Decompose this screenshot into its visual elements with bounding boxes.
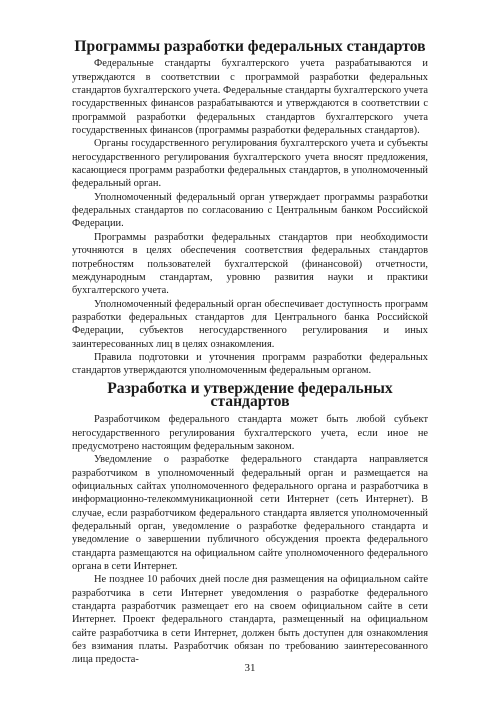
document-page bbox=[72, 40, 428, 667]
paragraph: Программы разработки федеральных стандартов при необходимости уточняются в целях обеспечения соответствия федеральных стандартов потребностям пользователей бухгалтерской (финансовой) отчетности, международным стандартам, уровню развития науки и практики бухгалтерского учета. bbox=[72, 231, 428, 297]
page-number: 31 bbox=[244, 662, 256, 674]
paragraph: Уполномоченный федеральный орган обеспечивает доступность программ разработки федеральных стандартов для Центрального банка Российской Федерации, субъектов негосударственного регулирования и иных заинтересованных лиц в целях ознакомления. bbox=[72, 298, 428, 350]
paragraph: Федеральные стандарты бухгалтерского учета разрабатываются и утверждаются в соответствии с программой разработки федеральных стандартов бухгалтерского учета. Федеральные стандарты бухгалтерского учета государственных финансов разрабатываются и утверждаются в соответствии с программой разработки федеральных стандартов бухгалтерского учета государственных финансов (программы разработки федеральных стандартов). bbox=[72, 58, 428, 137]
paragraph: Правила подготовки и уточнения программ разработки федеральных стандартов утверждаются уполномоченным федеральным органом. bbox=[72, 351, 428, 377]
paragraph: Органы государственного регулирования бухгалтерского учета и субъекты негосударственного регулирования бухгалтерского учета вносят предложения, касающиеся программ разработки федеральных стандартов, в уполномоченный федеральный орган. bbox=[72, 138, 428, 190]
section-heading-programs: Программы разработки федеральных стандартов bbox=[74, 38, 426, 55]
paragraph: Не позднее 10 рабочих дней после дня размещения на официальном сайте разработчика в сети Интернет уведомления о разработке федерального стандарта разработчик размещает его на своем официальном сайте в сети Интернет. Проект федерального стандарта, размещенный на официальном сайте разработчика в сети Интернет, должен быть доступен для ознакомления без взимания платы. Разработчик обязан по требованию заинтересованного лица предоста- bbox=[72, 574, 428, 666]
paragraph: Разработчиком федерального стандарта может быть любой субъект негосударственного регулирования бухгалтерского учета, если иное не предусмотрено настоящим федеральным законом. bbox=[72, 414, 428, 452]
section-heading-development: Разработка и утверждение федеральных стандартов bbox=[107, 379, 393, 410]
paragraph: Уполномоченный федеральный орган утверждает программы разработки федеральных стандартов по согласованию с Центральным банком Российской Федерации. bbox=[72, 191, 428, 230]
paragraph: Уведомление о разработке федерального стандарта направляется разработчиком в уполномоченный федеральный орган и размещается на официальных сайтах уполномоченного федерального органа и разработчика в информационно-телекоммуникационной сети Интернет (сеть Интернет). В случае, если разработчиком федерального стандарта является уполномоченный федеральный орган, уведомление о разработке федерального стандарта и уведомление о завершении публичного обсуждения проекта федерального стандарта размещаются на официальном сайте уполномоченного федерального органа в сети Интернет. bbox=[72, 454, 428, 573]
